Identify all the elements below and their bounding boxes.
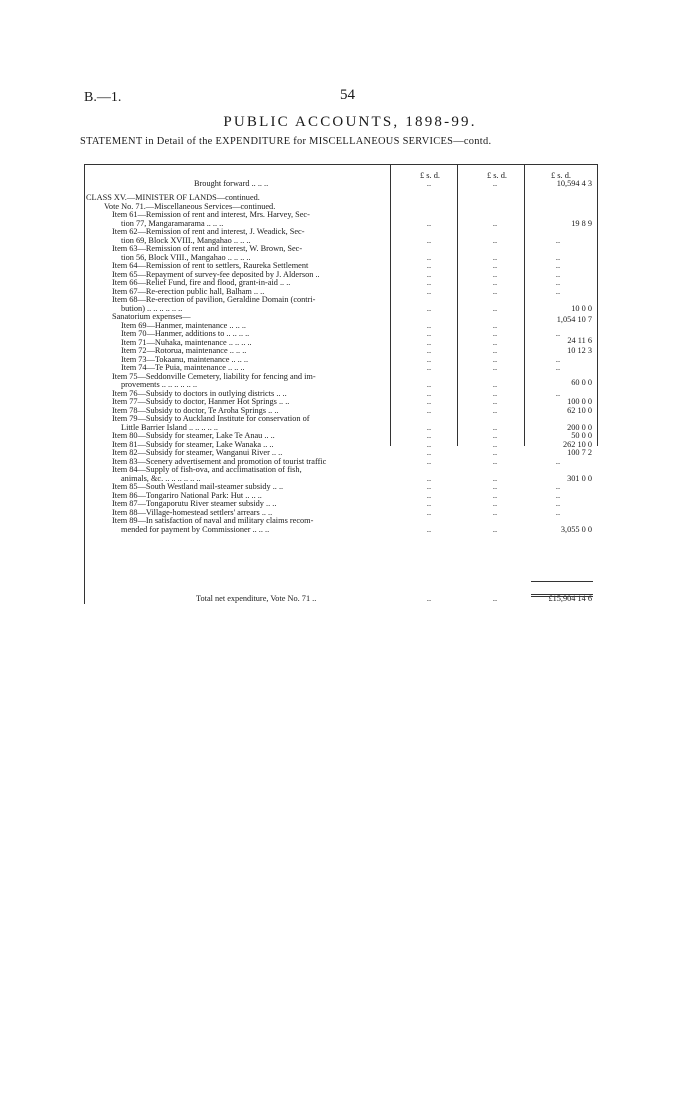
- column-2-leader: ..: [492, 235, 498, 245]
- column-header-1: £ s. d.: [420, 171, 441, 180]
- column-2-leader: ..: [492, 337, 498, 347]
- column-1-leader: ..: [426, 303, 432, 313]
- row-amount: ..: [555, 252, 561, 262]
- total-double-rule-2: [531, 596, 593, 597]
- row-description: Item 85—South Westland mail-steamer subsidy .. ..: [112, 482, 284, 491]
- row-amount: ..: [555, 354, 561, 364]
- column-2-leader: ..: [492, 448, 498, 457]
- row-description: Item 88—Village-homestead settlers' arrears .. ..: [112, 507, 273, 517]
- row-amount: ..: [555, 507, 561, 517]
- row-description: tion 56, Block VIII., Mangahao .. .. .. ..: [121, 252, 251, 262]
- column-2-leader: ..: [492, 269, 498, 279]
- column-2-leader: ..: [492, 456, 498, 466]
- column-1-leader: ..: [426, 507, 432, 517]
- column-rule-3: [524, 164, 525, 446]
- row-amount: ..: [555, 286, 561, 296]
- column-2-leader: ..: [492, 286, 498, 296]
- column-1-leader: ..: [426, 388, 432, 398]
- column-2-leader: ..: [492, 218, 498, 228]
- row-description: Item 66—Relief Fund, fire and flood, grant-in-aid .. ..: [112, 278, 291, 287]
- row-amount: ..: [555, 490, 561, 500]
- expenditure-table: [84, 164, 598, 604]
- row-amount: 200 0 0: [567, 422, 592, 432]
- page-number: 54: [340, 87, 355, 103]
- row-amount: ..: [555, 482, 561, 491]
- column-1-leader: ..: [426, 499, 432, 508]
- row-description: Item 82—Subsidy for steamer, Wanganui River .. ..: [112, 448, 283, 457]
- row-description: tion 69, Block XVIII., Mangahao .. .. ..: [121, 235, 251, 245]
- column-1-leader: ..: [426, 235, 432, 245]
- row-amount: 62 10 0: [567, 405, 592, 415]
- row-description: Item 73—Tokaanu, maintenance .. .. ..: [121, 354, 249, 364]
- column-2-leader: ..: [492, 499, 498, 508]
- row-description: Item 76—Subsidy to doctors in outlying districts .. ..: [112, 388, 287, 398]
- table-top-rule: [84, 164, 598, 165]
- row-amount: 19 8 9: [571, 218, 592, 228]
- column-header-3: £ s. d.: [551, 171, 572, 180]
- row-amount: ..: [555, 278, 561, 287]
- column-2-leader: ..: [492, 252, 498, 262]
- row-amount: 10,594 4 3: [556, 179, 592, 188]
- subtotal-rule: [531, 581, 593, 582]
- row-description: Item 79—Subsidy to Auckland Institute for conservation of: [112, 414, 310, 423]
- column-2-leader: ..: [492, 405, 498, 415]
- column-1-leader: ..: [426, 397, 432, 406]
- row-amount: 10 12 3: [567, 346, 592, 355]
- row-amount: ..: [555, 456, 561, 466]
- row-description: Item 86—Tongariro National Park: Hut .. .. ..: [112, 490, 262, 500]
- column-1-leader: ..: [426, 405, 432, 415]
- column-1-leader: ..: [426, 448, 432, 457]
- table-left-rule: [84, 164, 85, 604]
- row-description: Item 70—Hanmer, additions to .. .. .. ..: [121, 329, 250, 338]
- row-description: Sanatorium expenses—: [112, 312, 191, 321]
- page-title: PUBLIC ACCOUNTS, 1898-99.: [223, 114, 477, 130]
- row-description: mended for payment by Commissioner .. .. ..: [121, 524, 270, 534]
- column-1-leader: ..: [426, 252, 432, 262]
- row-amount: ..: [555, 235, 561, 245]
- row-amount: 50 0 0: [571, 431, 592, 440]
- column-1-leader: ..: [426, 337, 432, 347]
- row-amount: £15,904 14 6: [548, 594, 592, 603]
- column-1-leader: ..: [426, 354, 432, 364]
- row-amount: ..: [555, 269, 561, 279]
- column-1-leader: ..: [426, 286, 432, 296]
- column-1-leader: ..: [426, 179, 432, 188]
- column-1-leader: ..: [426, 490, 432, 500]
- row-description: Item 67—Re-erection public hall, Balham .. ..: [112, 286, 265, 296]
- row-description: CLASS XV.—MINISTER OF LANDS—continued.: [86, 193, 260, 202]
- row-description: Item 65—Repayment of survey-fee deposited by J. Alderson ..: [112, 269, 320, 279]
- column-2-leader: ..: [492, 473, 498, 483]
- row-description: tion 77, Mangaramarama .. .. ..: [121, 218, 224, 228]
- column-1-leader: ..: [426, 431, 432, 440]
- row-amount: ..: [555, 499, 561, 508]
- column-1-leader: ..: [426, 439, 432, 449]
- row-amount: ..: [555, 388, 561, 398]
- row-description: Item 83—Scenery advertisement and promotion of tourist traffic: [112, 456, 327, 466]
- row-description: Item 69—Hanmer, maintenance .. .. ..: [121, 320, 247, 330]
- row-description: Item 84—Supply of fish-ova, and acclimatisation of fish,: [112, 465, 302, 474]
- column-2-leader: ..: [492, 320, 498, 330]
- column-1-leader: ..: [426, 380, 432, 389]
- row-amount: 100 7 2: [567, 448, 592, 457]
- column-2-leader: ..: [492, 363, 498, 372]
- row-description: Little Barrier Island .. .. .. .. ..: [121, 422, 219, 432]
- column-rule-2: [457, 164, 458, 446]
- row-description: Item 77—Subsidy to doctor, Hanmer Hot Springs .. ..: [112, 397, 290, 406]
- column-1-leader: ..: [426, 269, 432, 279]
- row-amount: 10 0 0: [571, 303, 592, 313]
- row-description: Vote No. 71.—Miscellaneous Services—continued.: [104, 201, 276, 211]
- column-1-leader: ..: [426, 329, 432, 338]
- row-amount: 301 0 0: [567, 473, 592, 483]
- row-description: Item 72—Rotorua, maintenance .. .. ..: [121, 346, 247, 355]
- column-1-leader: ..: [426, 456, 432, 466]
- column-2-leader: ..: [492, 594, 498, 603]
- column-rule-1: [390, 164, 391, 446]
- column-2-leader: ..: [492, 329, 498, 338]
- page-subtitle: STATEMENT in Detail of the EXPENDITURE for MISCELLANEOUS SERVICES—contd.: [80, 136, 492, 147]
- column-1-leader: ..: [426, 278, 432, 287]
- total-double-rule-1: [531, 594, 593, 595]
- column-1-leader: ..: [426, 482, 432, 491]
- row-description: Item 71—Nuhaka, maintenance .. .. .. ..: [121, 337, 252, 347]
- column-2-leader: ..: [492, 380, 498, 389]
- column-1-leader: ..: [426, 261, 432, 270]
- column-2-leader: ..: [492, 388, 498, 398]
- row-description: Brought forward .. .. ..: [194, 179, 269, 188]
- column-2-leader: ..: [492, 490, 498, 500]
- row-amount: 60 0 0: [571, 378, 592, 387]
- row-description: Item 62—Remission of rent and interest, J. Weadick, Sec-: [112, 227, 305, 236]
- column-2-leader: ..: [492, 524, 498, 534]
- column-2-leader: ..: [492, 397, 498, 406]
- column-1-leader: ..: [426, 594, 432, 603]
- table-right-rule: [597, 164, 598, 446]
- column-2-leader: ..: [492, 303, 498, 313]
- column-2-leader: ..: [492, 261, 498, 270]
- column-2-leader: ..: [492, 354, 498, 364]
- column-1-leader: ..: [426, 346, 432, 355]
- row-description: Item 61—Remission of rent and interest, Mrs. Harvey, Sec-: [112, 210, 310, 219]
- column-2-leader: ..: [492, 507, 498, 517]
- document-reference: B.—1.: [84, 90, 122, 105]
- row-amount: 1,054 10 7: [556, 314, 592, 324]
- row-description: Item 68—Re-erection of pavilion, Geraldine Domain (contri-: [112, 295, 316, 304]
- row-amount: 24 11 6: [567, 335, 592, 345]
- column-1-leader: ..: [426, 524, 432, 534]
- column-2-leader: ..: [492, 278, 498, 287]
- row-description: Item 74—Te Puia, maintenance .. .. ..: [121, 363, 245, 372]
- column-2-leader: ..: [492, 346, 498, 355]
- row-description: Item 64—Remission of rent to settlers, Raureka Settlement: [112, 261, 309, 270]
- row-amount: ..: [555, 261, 561, 270]
- column-1-leader: ..: [426, 473, 432, 483]
- column-2-leader: ..: [492, 439, 498, 449]
- column-1-leader: ..: [426, 218, 432, 228]
- column-2-leader: ..: [492, 179, 498, 188]
- column-2-leader: ..: [492, 482, 498, 491]
- column-1-leader: ..: [426, 363, 432, 372]
- column-1-leader: ..: [426, 320, 432, 330]
- row-description: Item 78—Subsidy to doctor, Te Aroha Springs .. ..: [112, 405, 279, 415]
- row-description: Item 89—In satisfaction of naval and military claims recom-: [112, 516, 314, 525]
- row-amount: ..: [555, 363, 561, 372]
- row-description: Item 63—Remission of rent and interest, W. Brown, Sec-: [112, 244, 303, 253]
- row-description: Item 81—Subsidy for steamer, Lake Wanaka .. ..: [112, 439, 274, 449]
- column-header-2: £ s. d.: [487, 171, 508, 180]
- row-amount: 3,055 0 0: [560, 524, 592, 534]
- row-description: Total net expenditure, Vote No. 71 ..: [196, 594, 317, 603]
- row-amount: 100 0 0: [567, 397, 592, 406]
- column-2-leader: ..: [492, 431, 498, 440]
- row-description: provements .. .. .. .. .. ..: [121, 380, 198, 389]
- column-1-leader: ..: [426, 422, 432, 432]
- row-description: bution) .. .. .. .. .. ..: [121, 303, 183, 313]
- row-description: animals, &c. .. .. .. .. .. ..: [121, 473, 201, 483]
- row-amount: ..: [555, 329, 561, 338]
- row-amount: 262 10 0: [562, 439, 592, 449]
- row-description: Item 80—Subsidy for steamer, Lake Te Anau .. ..: [112, 431, 275, 440]
- column-2-leader: ..: [492, 422, 498, 432]
- row-description: Item 87—Tongaporutu River steamer subsidy .. ..: [112, 499, 277, 508]
- row-description: Item 75—Seddonville Cemetery, liability for fencing and im-: [112, 371, 316, 381]
